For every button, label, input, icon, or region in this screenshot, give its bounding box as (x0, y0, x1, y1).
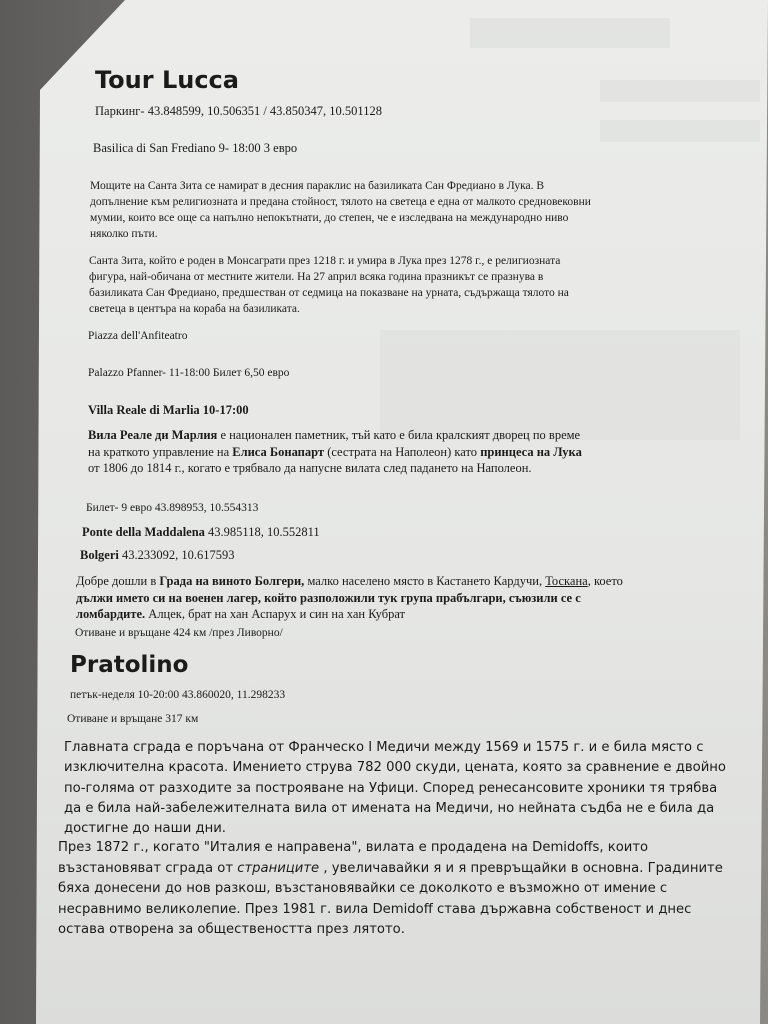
text-line: изключителна красота. Имението струва 782 000 скуди, цената, която за сравнение е двойно (64, 760, 726, 776)
travel-line-2: Отиване и връщане 317 км (67, 713, 199, 725)
ponte-coords: 43.985118, 10.552811 (204, 525, 320, 539)
text-line: от 1806 до 1814 г., когато е трябвало да напусне вилата след падането на Наполеон. (88, 461, 532, 475)
text-line: , увеличавайки я и я превръщайки в основна. Градините (319, 860, 723, 876)
text-line: достигне до наши дни. (64, 821, 226, 837)
pratolino-paragraph-1 (64, 738, 726, 839)
text-line: по-голяма от разходите за построяване на Уфици. Според ренесансовите хроники тя трябва (64, 780, 718, 796)
tuscany-link: Тоскана (545, 574, 588, 588)
text-line: бяха донесени до нов разкош, възстановявайки се доколкото е възможно от имение с (58, 881, 668, 897)
text-line: остава отворена за обществеността през лятото. (58, 922, 405, 938)
text-line: на краткото управление на (88, 444, 233, 459)
text-line: няколко пъти. (90, 228, 158, 240)
text-line: дължи името си на военен лагер, който разположили тук група прабългари, съюзили се с (76, 590, 581, 605)
ponte-line (82, 525, 320, 540)
text-line: Алцек, брат на хан Аспарух и син на хан Кубрат (145, 607, 406, 621)
text-line: възстановяват сграда от (58, 860, 238, 876)
elisa-name: Елиса Бонапарт (232, 444, 325, 459)
parking-line: Паркинг- 43.848599, 10.506351 / 43.850347, 10.501128 (95, 104, 382, 118)
text-line: Главната сграда е поръчана от Франческо I Медичи между 1569 и 1575 г. и е била място с (64, 740, 704, 755)
bolgeri-name: Bolgeri (80, 548, 119, 562)
princess-title: принцеса на Лука (480, 444, 582, 459)
palazzo-line: Palazzo Pfanner- 11-18:00 Билет 6,50 евро (88, 367, 290, 379)
bolgeri-paragraph (76, 573, 623, 623)
bolgeri-line (80, 548, 235, 563)
bolgeri-coords: 43.233092, 10.617593 (118, 548, 235, 562)
text-line: базиликата Сан Фредиано, предшестван от седмица на показване на урната, съдържаща тялото на (89, 287, 569, 299)
text-line: малко населено място в Кастането Кардучи, (304, 574, 546, 588)
ponte-name: Ponte della Maddalena (82, 525, 205, 539)
villa-paragraph (88, 427, 582, 477)
ticket-line: Билет- 9 евро 43.898953, 10.554313 (86, 502, 259, 514)
text-line: През 1872 г., когато "Италия е направена", вилата е продадена на Demidoffs, които (58, 840, 649, 855)
text-line: Добре дошли в (76, 574, 160, 588)
villa-heading: Villa Reale di Marlia 10-17:00 (88, 403, 249, 417)
pratolino-paragraph-2 (58, 838, 723, 941)
pratolino-hours: петък-неделя 10-20:00 43.860020, 11.298233 (70, 689, 286, 701)
text-line: фигура, най-обичана от местните жители. На 27 април всяка година празникът се празнува в (89, 271, 544, 283)
italic-word: страниците (237, 860, 320, 876)
text-line: Мощите на Санта Зита се намират в десния параклис на базиликата Сан Фредиано в Лука. В (90, 180, 545, 192)
zita-paragraph-2 (89, 253, 569, 317)
villa-name: Вила Реале ди Марлия (88, 428, 218, 442)
text-line: ломбардите. (76, 607, 146, 621)
text-line: несравнимо великолепие. През 1981 г. вила Demidoff става държавна собственост и днес (58, 901, 692, 917)
text-line: , което (587, 574, 623, 588)
pratolino-title: Pratolino (70, 652, 189, 678)
text-line: (сестрата на Наполеон) като (324, 444, 481, 459)
page-title: Tour Lucca (95, 66, 239, 94)
piazza-line: Piazza dell'Anfiteatro (88, 330, 188, 342)
text-line: е национален паметник, тъй като е била кралският дворец по време (217, 428, 581, 442)
basilica-line: Basilica di San Frediano 9- 18:00 3 евро (93, 141, 298, 155)
wine-town: Града на виното Болгери, (159, 574, 305, 588)
text-line: допълнение към религиозната и предана стойност, тялото на светеца е една от малкото средновековни (90, 196, 591, 208)
text-line: светеца в центъра на кораба на базиликата. (89, 303, 300, 315)
zita-paragraph-1 (90, 178, 591, 242)
text-line: да е била най-забележителната вила от имената на Медичи, но нейната съдба не е била да (64, 800, 715, 816)
text-line: мумии, които все още са напълно непокътнати, до степен, че е изследвана на международно ниво (90, 212, 569, 224)
travel-line-1: Отиване и връщане 424 км /през Ливорно/ (75, 627, 283, 639)
text-line: Санта Зита, който е роден в Монсаграти през 1218 г. и умира в Лука през 1278 г., е религиозната (89, 255, 561, 267)
